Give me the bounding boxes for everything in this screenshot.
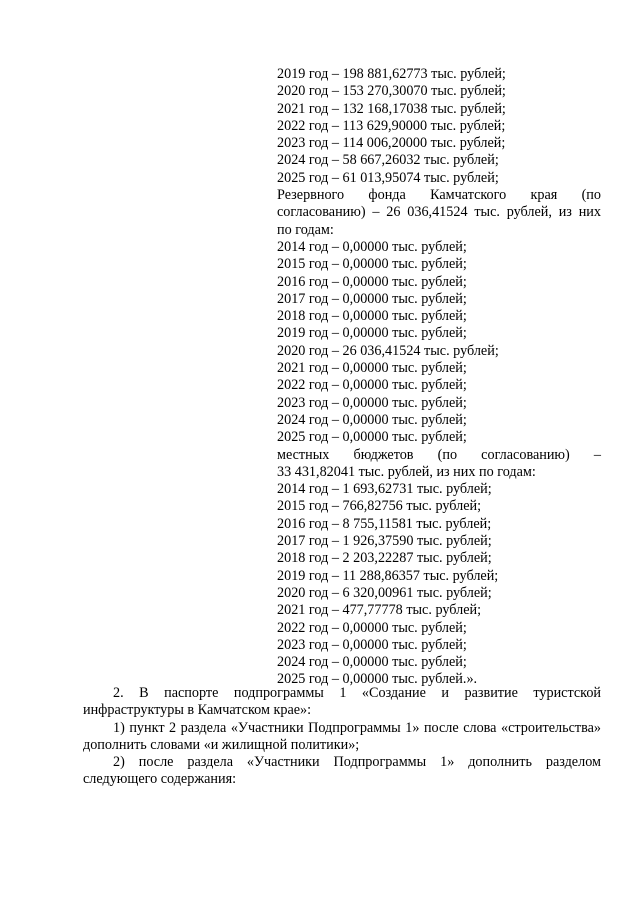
funding-line: 2014 год – 1 693,62731 тыс. рублей; <box>277 481 492 498</box>
funding-line: 2016 год – 8 755,11581 тыс. рублей; <box>277 515 492 532</box>
paragraph: 2. В паспорте подпрограммы 1 «Создание и развитие туристской инфраструктуры в Камчатском крае»: <box>83 685 601 719</box>
local-budgets-heading <box>277 447 601 482</box>
funding-line: 2021 год – 477,77778 тыс. рублей; <box>277 602 482 619</box>
funding-line: 2021 год – 132 168,17038 тыс. рублей; <box>277 100 506 117</box>
funding-line: 2023 год – 114 006,20000 тыс. рублей; <box>277 135 506 152</box>
heading-line: 33 431,82041 тыс. рублей, из них по годам: <box>277 463 536 480</box>
funding-line: 2023 год – 0,00000 тыс. рублей; <box>277 636 467 653</box>
heading-line: по годам: <box>277 221 334 238</box>
local-budgets-list <box>277 481 601 689</box>
funding-line: 2018 год – 0,00000 тыс. рублей; <box>277 308 467 325</box>
funding-column <box>277 66 601 689</box>
funding-line: 2019 год – 198 881,62773 тыс. рублей; <box>277 66 506 82</box>
funding-line: 2016 год – 0,00000 тыс. рублей; <box>277 273 467 290</box>
funding-line: 2025 год – 61 013,95074 тыс. рублей; <box>277 169 499 186</box>
heading-line: согласованию) – 26 036,41524 тыс. рублей, из них <box>277 204 601 221</box>
funding-line: 2019 год – 0,00000 тыс. рублей; <box>277 325 467 342</box>
funding-line: 2019 год – 11 288,86357 тыс. рублей; <box>277 567 499 584</box>
paragraph: 2) после раздела «Участники Подпрограммы 1» дополнить разделом следующего содержания: <box>83 754 601 788</box>
paragraph: 1) пункт 2 раздела «Участники Подпрограммы 1» после слова «строительства» дополнить словами «и жилищной политики»; <box>83 719 601 753</box>
funding-line: 2021 год – 0,00000 тыс. рублей; <box>277 360 467 377</box>
funding-line: 2014 год – 0,00000 тыс. рублей; <box>277 238 467 255</box>
heading-line: местных бюджетов (по согласованию) – <box>277 446 601 463</box>
reserve-fund-list <box>277 239 601 447</box>
funding-line: 2023 год – 0,00000 тыс. рублей; <box>277 394 467 411</box>
funding-line: 2024 год – 0,00000 тыс. рублей; <box>277 654 467 671</box>
funding-line: 2017 год – 0,00000 тыс. рублей; <box>277 290 467 307</box>
funding-line: 2020 год – 26 036,41524 тыс. рублей; <box>277 342 499 359</box>
funding-line: 2022 год – 113 629,90000 тыс. рублей; <box>277 117 506 134</box>
funding-list-2019-2025 <box>277 66 601 187</box>
funding-line: 2020 год – 153 270,30070 тыс. рублей; <box>277 83 506 100</box>
funding-line: 2015 год – 766,82756 тыс. рублей; <box>277 498 482 515</box>
funding-line: 2015 год – 0,00000 тыс. рублей; <box>277 256 467 273</box>
funding-line: 2022 год – 0,00000 тыс. рублей; <box>277 377 467 394</box>
funding-line: 2018 год – 2 203,22287 тыс. рублей; <box>277 550 492 567</box>
heading-line: Резервного фонда Камчатского края (по <box>277 187 601 204</box>
funding-line: 2020 год – 6 320,00961 тыс. рублей; <box>277 584 492 601</box>
funding-line: 2024 год – 58 667,26032 тыс. рублей; <box>277 152 499 169</box>
amendment-text <box>83 685 601 789</box>
funding-line: 2025 год – 0,00000 тыс. рублей.». <box>277 671 478 688</box>
reserve-fund-heading <box>277 187 601 239</box>
funding-line: 2022 год – 0,00000 тыс. рублей; <box>277 619 467 636</box>
funding-line: 2017 год – 1 926,37590 тыс. рублей; <box>277 533 492 550</box>
funding-line: 2024 год – 0,00000 тыс. рублей; <box>277 411 467 428</box>
funding-line: 2025 год – 0,00000 тыс. рублей; <box>277 429 467 446</box>
